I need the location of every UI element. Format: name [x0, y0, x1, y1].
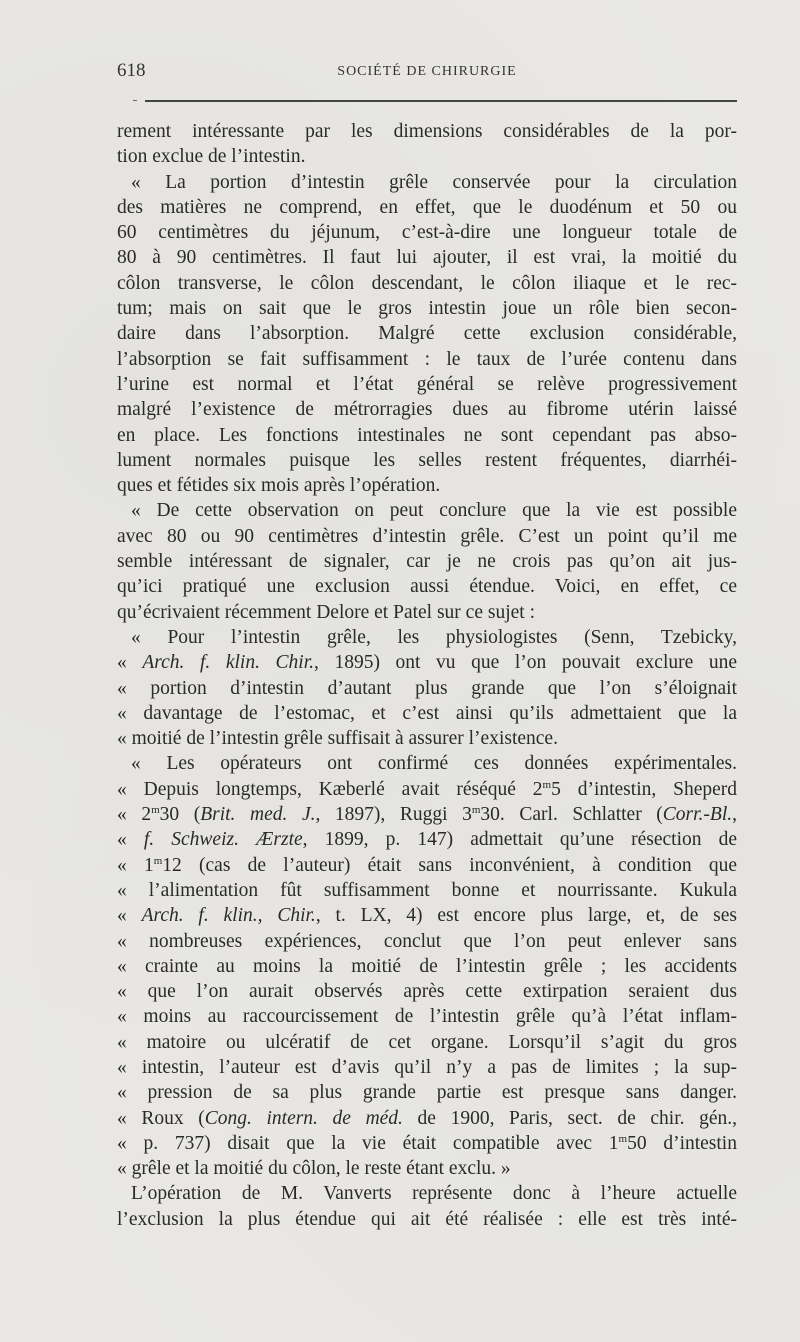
text-line: « Arch. f. klin. Chir., 1895) ont vu que l’on pouvait exclure une [117, 652, 737, 674]
header-rule [145, 100, 737, 102]
text-line: « grêle et la moitié du côlon, le reste étant exclu. » [117, 1158, 511, 1180]
text-line: malgré l’existence de métrorragies dues au fibrome utérin laissé [117, 399, 737, 421]
text-line: « pression de sa plus grande partie est presque sans danger. [117, 1082, 737, 1104]
text-line: « f. Schweiz. Ærzte, 1899, p. 147) admettait qu’une résection de [117, 829, 737, 851]
text-line: « moitié de l’intestin grêle suffisait à assurer l’existence. [117, 728, 558, 750]
text-line: qu’écrivaient récemment Delore et Patel sur ce sujet : [117, 601, 535, 623]
text-line: « p. 737) disait que la vie était compatible avec 1$^m$50 d’intestin [117, 1132, 737, 1154]
text-line: l’exclusion la plus étendue qui ait été réalisée : elle est très inté- [117, 1208, 737, 1230]
text-line: 60 centimètres du jéjunum, c’est-à-dire une longueur totale de [117, 222, 737, 244]
text-line: « l’alimentation fût suffisamment bonne et nourrissante. Kukula [117, 879, 737, 901]
text-line: « matoire ou ulcératif de cet organe. Lorsqu’il s’agit du gros [117, 1031, 737, 1053]
text-line: « Roux (Cong. intern. de méd. de 1900, Paris, sect. de chir. gén., [117, 1107, 738, 1129]
header-rule-dash [133, 100, 137, 101]
text-line: daire dans l’absorption. Malgré cette exclusion considérable, [117, 323, 737, 345]
text-line: « Depuis longtemps, Kæberlé avait réséqué 2$^m$5 d’intestin, Sheperd [117, 778, 737, 800]
text-line: rement intéressante par les dimensions considérables de la por- [117, 121, 737, 142]
text-line: « De cette observation on peut conclure que la vie est possible [131, 500, 737, 522]
text-line: « crainte au moins la moitié de l’intestin grêle ; les accidents [117, 955, 737, 977]
text-line: l’absorption se fait suffisamment : le taux de l’urée contenu dans [117, 348, 737, 370]
page-header [117, 60, 737, 86]
text-line: « nombreuses expériences, conclut que l’on peut enlever sans [117, 930, 737, 952]
text-line: ques et fétides six mois après l’opération. [117, 475, 441, 497]
text-line: « 2$^m$30 (Brit. med. J., 1897), Ruggi 3$^m$30. Carl. Schlatter (Corr.-Bl., [117, 804, 737, 826]
text-line: côlon transverse, le côlon descendant, le côlon iliaque et le rec- [117, 272, 737, 294]
text-line: qu’ici pratiqué une exclusion aussi étendue. Voici, en effet, ce [117, 576, 737, 598]
text-line: tum; mais on sait que le gros intestin joue un rôle bien secon- [117, 298, 737, 320]
running-title: SOCIÉTÉ DE CHIRURGIE [337, 64, 517, 79]
text-line: tion exclue de l’intestin. [117, 146, 306, 168]
text-line: lument normales puisque les selles restent fréquentes, diarrhéi- [117, 449, 737, 471]
text-line: « intestin, l’auteur est d’avis qu’il n’y a pas de limites ; la sup- [117, 1056, 737, 1078]
text-line: « que l’on aurait observés après cette extirpation seraient dus [117, 981, 737, 1003]
text-line: « Les opérateurs ont confirmé ces données expérimentales. [131, 753, 737, 775]
text-line: avec 80 ou 90 centimètres d’intestin grêle. C’est un point qu’il me [117, 525, 737, 547]
text-line: semble intéressant de signaler, car je ne crois pas qu’on ait jus- [117, 551, 737, 573]
text-line: « portion d’intestin d’autant plus grande que l’on s’éloignait [117, 677, 737, 699]
text-line: en place. Les fonctions intestinales ne sont cependant pas abso- [117, 424, 737, 446]
text-line: l’urine est normal et l’état général se relève progressivement [117, 373, 737, 395]
text-line: « La portion d’intestin grêle conservée pour la circulation [131, 171, 737, 193]
text-line: « Pour l’intestin grêle, les physiologistes (Senn, Tzebicky, [131, 626, 737, 648]
text-line: « 1$^m$12 (cas de l’auteur) était sans inconvénient, à condition que [117, 854, 737, 876]
text-line: L’opération de M. Vanverts représente donc à l’heure actuelle [131, 1183, 737, 1205]
body-text [117, 119, 737, 1232]
text-line: des matières ne comprend, en effet, que le duodénum et 50 ou [117, 196, 737, 218]
page-number: 618 [117, 60, 146, 81]
text-line: « Arch. f. klin., Chir., t. LX, 4) est encore plus large, et, de ses [117, 905, 737, 927]
text-line: « moins au raccourcissement de l’intestin grêle qu’à l’état inflam- [117, 1006, 737, 1028]
text-line: 80 à 90 centimètres. Il faut lui ajouter, il est vrai, la moitié du [117, 247, 737, 269]
text-line: « davantage de l’estomac, et c’est ainsi qu’ils admettaient que la [117, 702, 737, 724]
